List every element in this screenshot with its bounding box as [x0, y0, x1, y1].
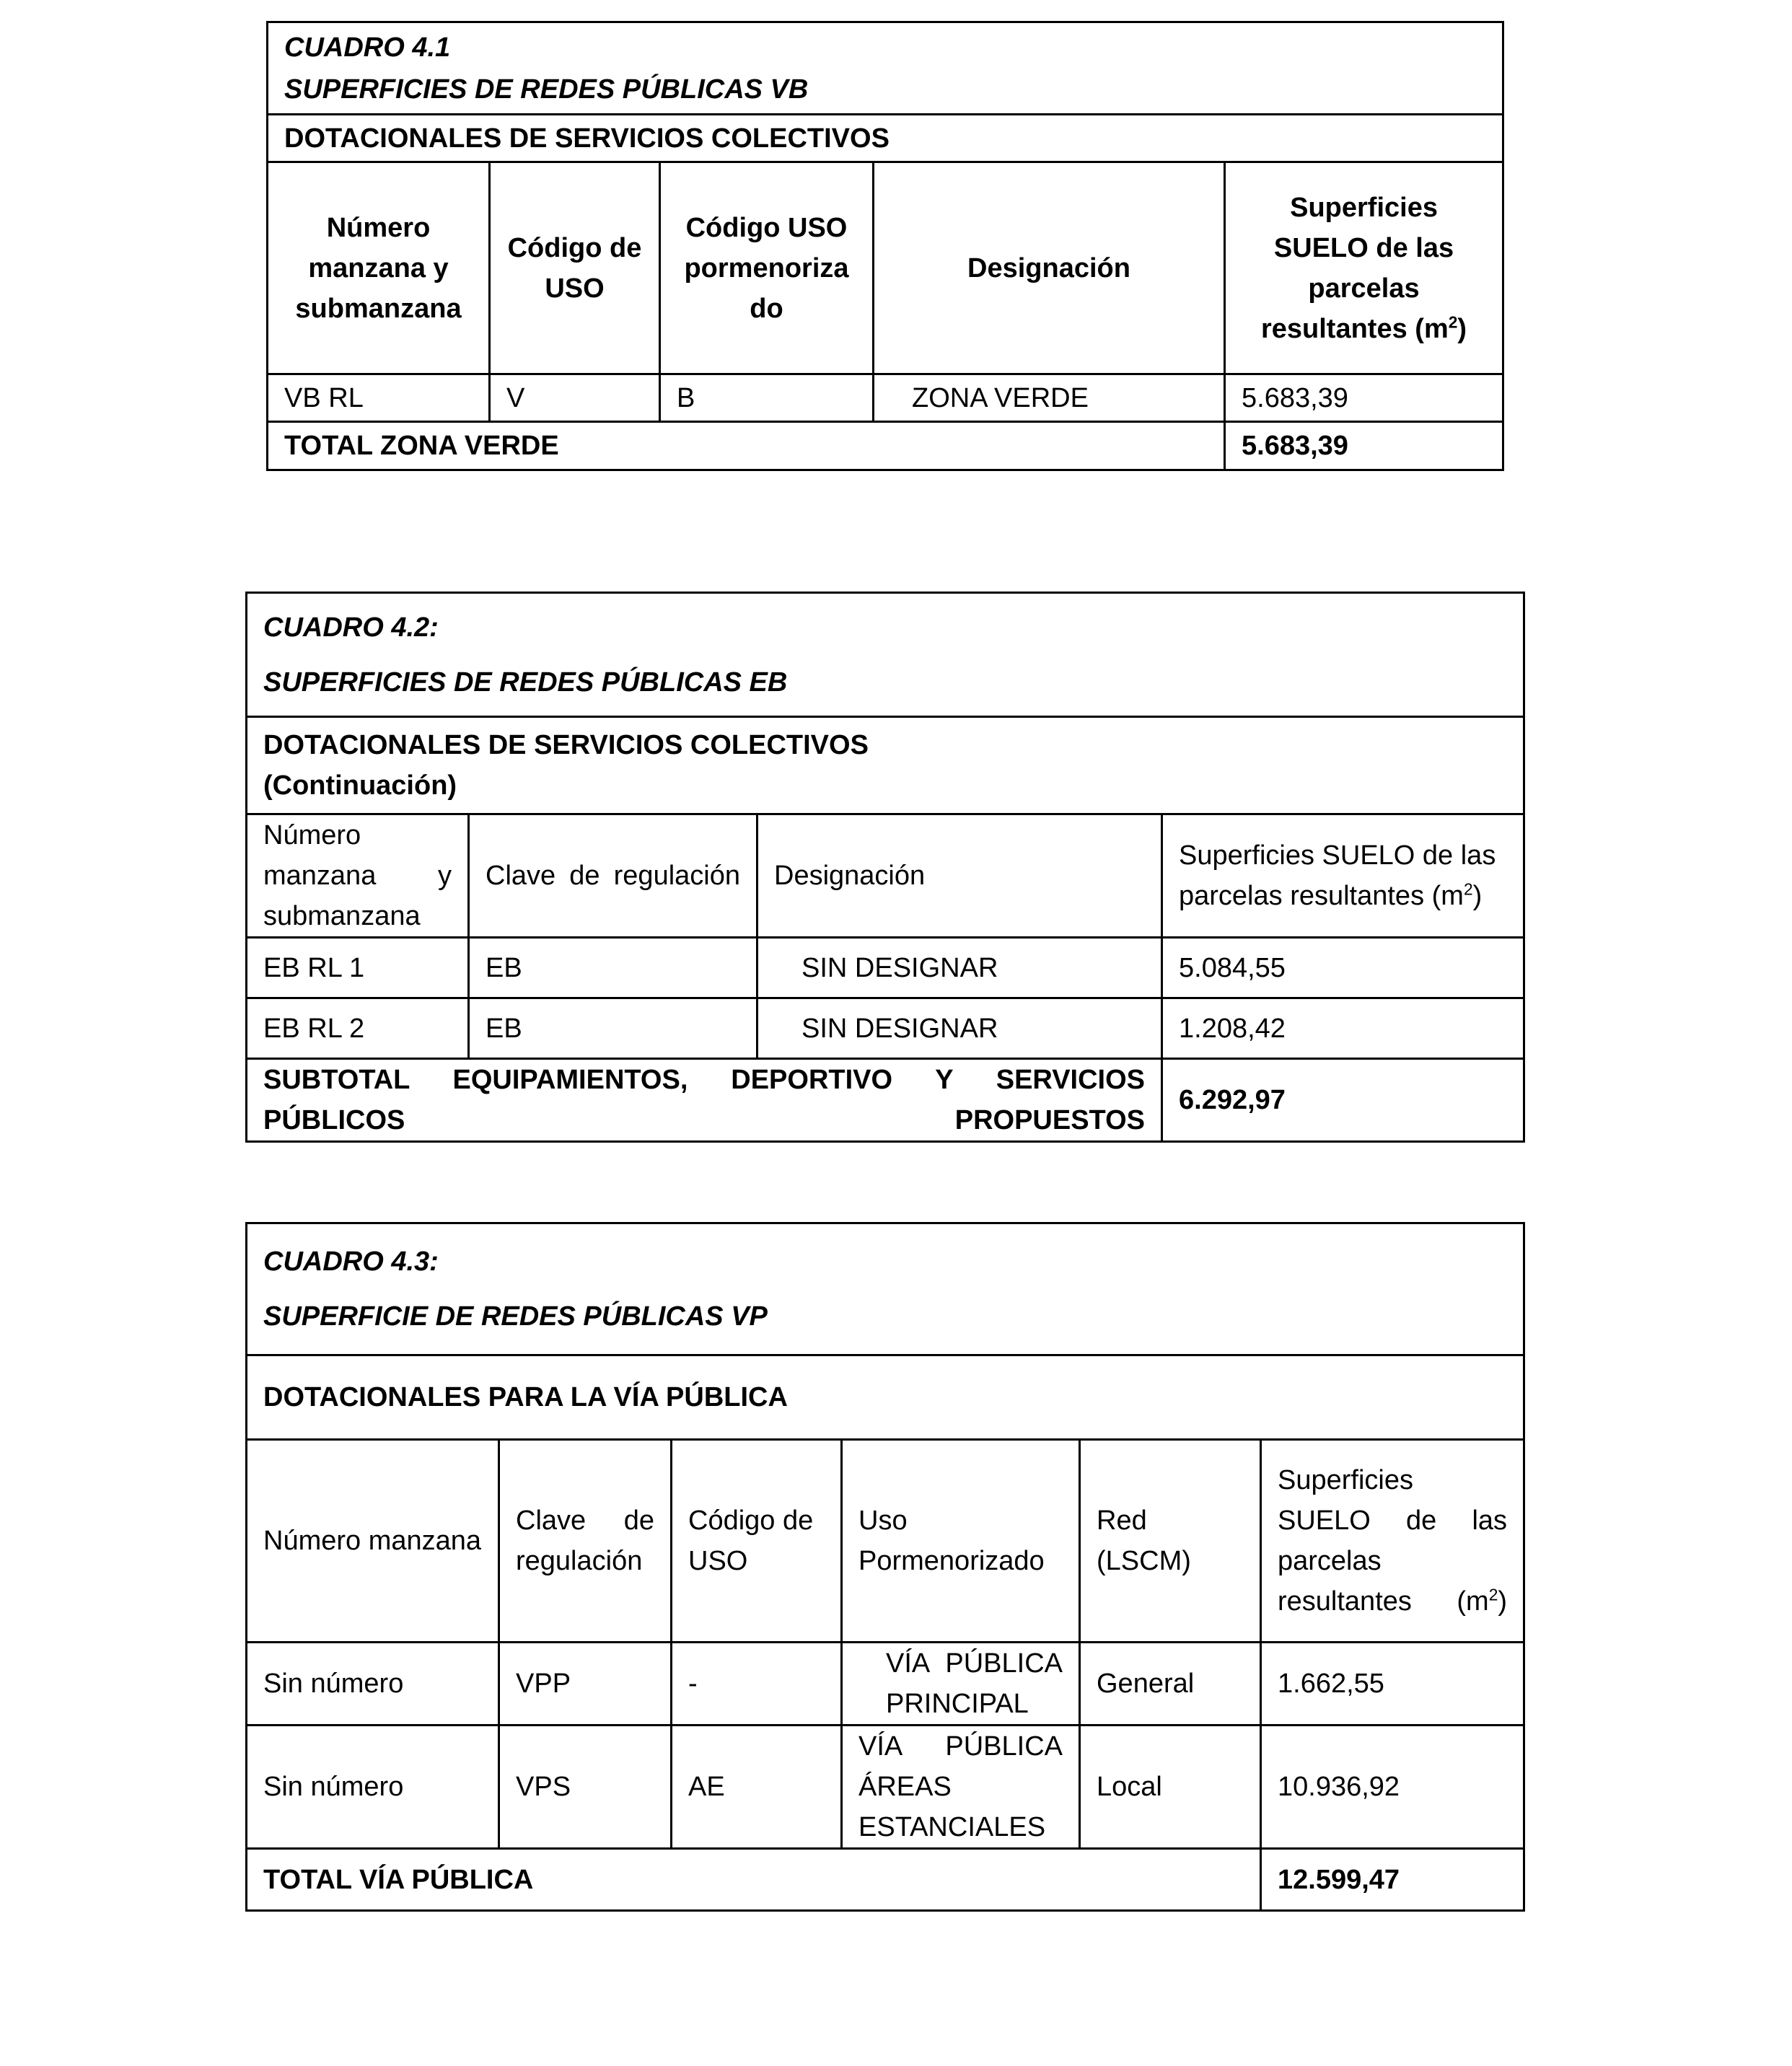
superscript: 2: [1463, 879, 1473, 899]
cell: 5.683,39: [1225, 374, 1503, 422]
cell: VÍA PÚBLICA PRINCIPAL: [842, 1643, 1080, 1726]
cell: Sin número: [247, 1726, 499, 1849]
table-title: CUADRO 4.2:: [263, 612, 439, 643]
cell: EB: [469, 998, 757, 1059]
table-row: [247, 998, 1524, 1059]
cell: 1.208,42: [1162, 998, 1524, 1059]
table-title-cell: [247, 593, 1524, 717]
cell: SIN DESIGNAR: [757, 938, 1162, 998]
cell: VPP: [499, 1643, 672, 1726]
total-row: [247, 1059, 1524, 1142]
column-header: [1162, 814, 1524, 938]
table-row: [247, 1643, 1524, 1726]
header-text: Superficies SUELO de las parcelas resultantes (m: [1179, 840, 1496, 911]
section-heading: DOTACIONALES DE SERVICIOS COLECTIVOS: [263, 730, 869, 760]
cuadro-4-1-table: [266, 21, 1504, 471]
total-value: 12.599,47: [1261, 1849, 1524, 1911]
cell: VB RL: [268, 374, 490, 422]
column-header: Clave de regulación: [469, 814, 757, 938]
cell: -: [672, 1643, 842, 1726]
cell: V: [490, 374, 660, 422]
cell: 5.084,55: [1162, 938, 1524, 998]
cell: EB RL 1: [247, 938, 469, 998]
column-header: Número manzana: [247, 1440, 499, 1643]
cell: 1.662,55: [1261, 1643, 1524, 1726]
total-value: 5.683,39: [1225, 422, 1503, 470]
table-subtitle: SUPERFICIE DE REDES PÚBLICAS VP: [263, 1301, 768, 1332]
total-label: SUBTOTAL EQUIPAMIENTOS, DEPORTIVO Y SERVICIOS PÚBLICOS PROPUESTOS: [247, 1059, 1162, 1142]
cell: Sin número: [247, 1643, 499, 1726]
header-text: Superficies SUELO de las parcelas resultantes (m: [1260, 192, 1454, 344]
section-heading: DOTACIONALES DE SERVICIOS COLECTIVOS: [268, 115, 1503, 162]
cell: VPS: [499, 1726, 672, 1849]
column-header: Uso Pormenorizado: [842, 1440, 1080, 1643]
header-text: ): [1472, 881, 1483, 911]
cell: Local: [1080, 1726, 1261, 1849]
cell: ZONA VERDE: [874, 374, 1225, 422]
total-row: [268, 422, 1503, 470]
total-row: [247, 1849, 1524, 1911]
column-header: Designación: [874, 162, 1225, 374]
column-header: Número manzana y submanzana: [247, 814, 469, 938]
column-header: Código de USO: [672, 1440, 842, 1643]
header-text: ): [1457, 313, 1467, 344]
superscript: 2: [1448, 312, 1458, 331]
cell: EB RL 2: [247, 998, 469, 1059]
total-value: 6.292,97: [1162, 1059, 1524, 1142]
table-row: [247, 938, 1524, 998]
cuadro-4-3-table: [245, 1222, 1525, 1912]
section-heading-cell: [247, 717, 1524, 814]
cell: 10.936,92: [1261, 1726, 1524, 1849]
column-header: Designación: [757, 814, 1162, 938]
cell: AE: [672, 1726, 842, 1849]
column-header: [1225, 162, 1503, 374]
table-subtitle: SUPERFICIES DE REDES PÚBLICAS VB: [284, 74, 809, 105]
header-text: ): [1498, 1586, 1508, 1617]
table-row: [268, 374, 1503, 422]
cell: General: [1080, 1643, 1261, 1726]
cell: EB: [469, 938, 757, 998]
table-subtitle: SUPERFICIES DE REDES PÚBLICAS EB: [263, 667, 788, 698]
section-note: (Continuación): [263, 770, 457, 801]
table-title-cell: [268, 22, 1503, 115]
header-text: Superficies SUELO de las parcelas resultantes (m: [1278, 1465, 1508, 1617]
table-title: CUADRO 4.3:: [263, 1247, 439, 1277]
cell: B: [660, 374, 874, 422]
column-header: [1261, 1440, 1524, 1643]
table-title-cell: [247, 1223, 1524, 1355]
table-row: [247, 1726, 1524, 1849]
total-label: TOTAL ZONA VERDE: [268, 422, 1225, 470]
superscript: 2: [1488, 1585, 1498, 1604]
column-header: Red (LSCM): [1080, 1440, 1261, 1643]
column-header: Código de USO: [490, 162, 660, 374]
cuadro-4-2-table: [245, 592, 1525, 1143]
cell: SIN DESIGNAR: [757, 998, 1162, 1059]
section-heading: DOTACIONALES PARA LA VÍA PÚBLICA: [247, 1355, 1524, 1440]
cell: VÍA PÚBLICA ÁREAS ESTANCIALES: [842, 1726, 1080, 1849]
column-header: Clave de regulación: [499, 1440, 672, 1643]
column-header: Número manzana y submanzana: [268, 162, 490, 374]
column-header: Código USO pormenoriza do: [660, 162, 874, 374]
table-title: CUADRO 4.1: [284, 32, 451, 63]
total-label: TOTAL VÍA PÚBLICA: [247, 1849, 1261, 1911]
